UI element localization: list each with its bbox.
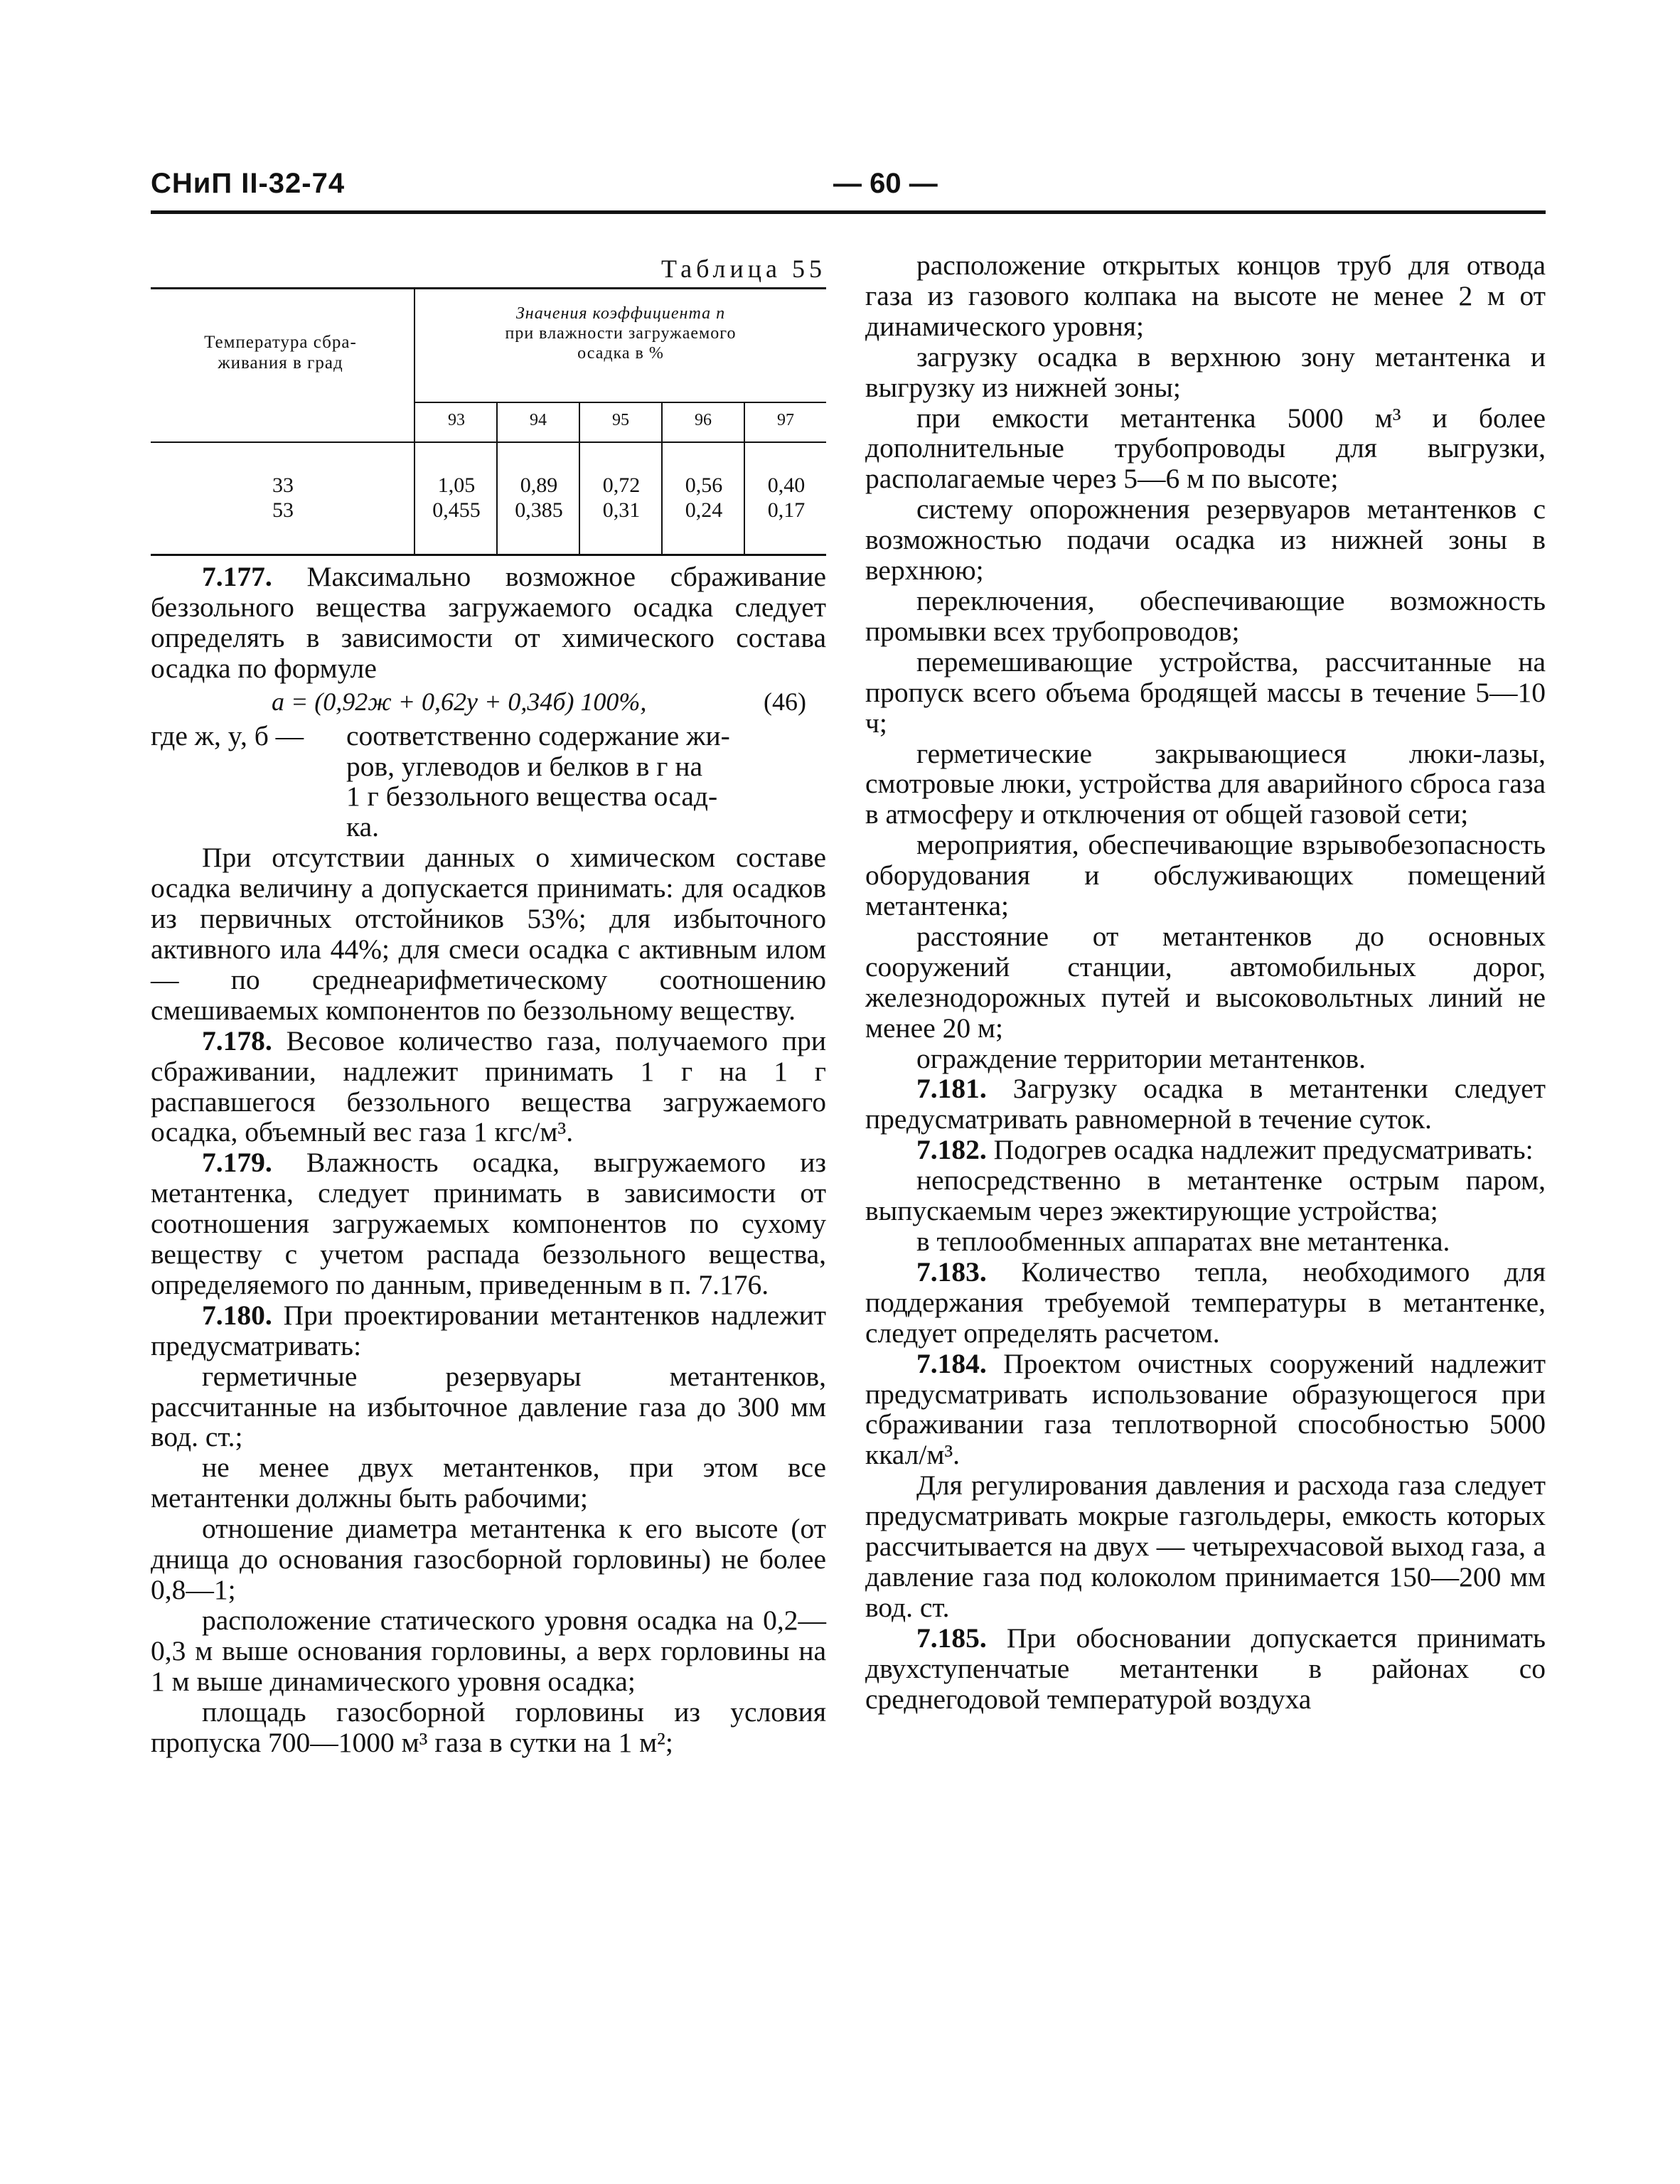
formula-number: (46)	[764, 687, 806, 716]
list-item: расположение статического уровня осадка на 0,2—0,3 м выше основания горловины, а верх горловины на 1 м выше динамического уровня осадка;	[151, 1604, 826, 1697]
list-item: непосредственно в метантенке острым паром, выпускаемым через эжектирующие устройства;	[865, 1165, 1546, 1227]
table-cell: 33	[272, 473, 294, 497]
clause-text: При проектировании метантенков надлежит предусматривать:	[151, 1299, 826, 1361]
paragraph-gas-holders: Для регулирования давления и расхода газа следует предусматривать мокрые газгольдеры, емкость которых рассчитывается на двух — четырехчасовой выход газа, а давление газа под колоколом принимается 150—200 мм вод. ст.	[865, 1470, 1546, 1623]
header-line: Значения коэффициента n	[515, 304, 726, 323]
paragraph-7-180	[151, 1300, 826, 1361]
header-line: при влажности загружаемого	[505, 324, 737, 343]
list-item: при емкости метантенка 5000 м³ и более дополнительные трубопроводы для выгрузки, располагаемые через 5—6 м по высоте;	[865, 402, 1546, 495]
list-item: мероприятия, обеспечивающие взрывобезопасность оборудования и обслуживающих помещений метантенка;	[865, 829, 1546, 922]
list-item: ограждение территории метантенков.	[916, 1042, 1366, 1074]
table-cell: 0,72	[602, 473, 641, 497]
moisture-header: 95	[612, 411, 629, 429]
table-value-column	[580, 473, 663, 523]
table-cell: 0,40	[767, 473, 806, 497]
moisture-header: 97	[777, 411, 794, 429]
header-rule	[151, 210, 1546, 214]
document-code: СНиП II-32-74	[151, 168, 346, 199]
legend-line: ров, углеводов и белков в г на	[346, 750, 703, 782]
clause-number: 7.181.	[916, 1073, 987, 1105]
clause-text: Максимально возможное сбраживание беззольного вещества загружаемого осадка следует определять в зависимости от химического состава осадка по формуле	[151, 561, 826, 684]
list-item: отношение диаметра метантенка к его высоте (от днища до основания газосборной горловины) не более 0,8—1;	[151, 1513, 826, 1605]
list-item: не менее двух метантенков, при этом все метантенки должны быть рабочими;	[151, 1452, 826, 1514]
list-item: загрузку осадка в верхнюю зону метантенка и выгрузку из нижней зоны;	[865, 341, 1546, 403]
table-value-column	[663, 473, 745, 523]
list-item: перемешивающие устройства, рассчитанные на пропуск всего объема бродящей массы в течение 5—10 ч;	[865, 646, 1546, 739]
page-header	[151, 168, 1544, 216]
legend-lead: где ж, y, б —	[151, 719, 304, 751]
moisture-header: 96	[695, 411, 712, 429]
table-rule	[414, 402, 826, 403]
paragraph-7-178	[151, 1026, 826, 1148]
table-caption: Таблица 55	[661, 255, 826, 283]
list-item: систему опорожнения резервуаров метантенков с возможностью подачи осадка из нижней зоны в верхнюю;	[865, 493, 1546, 587]
temperature-column-header	[151, 332, 410, 373]
paragraph-7-182	[865, 1135, 1546, 1165]
clause-number: 7.177.	[202, 561, 272, 592]
moisture-header: 94	[530, 411, 547, 429]
formula-46	[151, 685, 826, 718]
header-line: живания в град	[218, 353, 343, 373]
clause-number: 7.182.	[916, 1134, 987, 1166]
data-table	[151, 287, 826, 556]
table-cell: 0,56	[685, 473, 723, 497]
legend-line: 1 г беззольного вещества осад-	[346, 781, 718, 813]
table-value-column	[498, 473, 580, 523]
table-value-column	[415, 473, 498, 523]
formula-legend	[151, 721, 826, 843]
paragraph-7-185	[865, 1623, 1546, 1715]
table-value-column	[745, 473, 828, 523]
clause-text: При обосновании допускается принимать двухступенчатые метантенки в районах со среднегодовой температурой воздуха	[865, 1622, 1546, 1715]
paragraph-7-181	[865, 1074, 1546, 1135]
list-item: площадь газосборной горловины из условия пропуска 700—1000 м³ газа в сутки на 1 м²;	[151, 1696, 826, 1758]
legend-line: ка.	[346, 811, 379, 843]
clause-number: 7.185.	[916, 1622, 987, 1654]
clause-number: 7.178.	[202, 1024, 272, 1056]
table-cell: 0,385	[515, 498, 563, 522]
formula-expression: a = (0,92ж + 0,62y + 0,34б) 100%,	[272, 687, 647, 716]
list-item: расположение открытых концов труб для отвода газа из газового колпака на высоте не менее 2 м от динамического уровня;	[865, 250, 1546, 342]
table-rule	[151, 441, 826, 443]
table-cell: 53	[272, 498, 294, 522]
paragraph-7-183	[865, 1257, 1546, 1349]
clause-number: 7.179.	[202, 1147, 272, 1179]
list-item: расстояние от метантенков до основных сооружений станции, автомобильных дорог, железнодорожных путей и высоковольтных линий не менее 20 м;	[865, 920, 1546, 1044]
moisture-header: 93	[448, 411, 465, 429]
clause-text: Подогрев осадка надлежит предусматривать:	[993, 1134, 1534, 1166]
legend-line: соответственно содержание жи-	[346, 719, 730, 751]
list-item: герметичные резервуары метантенков, рассчитанные на избыточное давление газа до 300 мм вод. ст.;	[151, 1360, 826, 1453]
page-number: — 60 —	[833, 168, 938, 199]
clause-text: Загрузку осадка в метантенки следует предусматривать равномерной в течение суток.	[865, 1073, 1546, 1135]
table-cell: 0,31	[602, 498, 641, 522]
clause-number: 7.184.	[916, 1347, 987, 1379]
clause-text: Проектом очистных сооружений надлежит предусматривать использование образующегося при сбраживании газа теплотворной способностью 5000 ккал/м³.	[865, 1347, 1546, 1471]
clause-number: 7.180.	[202, 1299, 272, 1331]
right-column	[865, 250, 1546, 1715]
table-cell: 0,455	[432, 498, 481, 522]
clause-text: Влажность осадка, выгружаемого из метантенка, следует принимать в зависимости от соотношения загружаемых компонентов по сухому веществу с учетом распада беззольного вещества, определяемого по данным, приведенным в п. 7.176.	[151, 1147, 827, 1300]
temperature-values	[151, 473, 415, 523]
header-line: Температура сбра-	[204, 333, 357, 352]
list-item: герметические закрывающиеся люки-лазы, смотровые люки, устройства для аварийного сброса газа в атмосферу и отключения от общей газовой сети;	[865, 737, 1546, 830]
coefficient-column-header	[415, 304, 826, 363]
clause-text: Весовое количество газа, получаемого при сбраживании, надлежит принимать 1 г на 1 г распавшегося беззольного вещества загружаемого осадка, объемный вес газа 1 кгс/м³.	[151, 1024, 826, 1148]
clause-text: Количество тепла, необходимого для поддержания требуемой температуры в метантенке, следует определять расчетом.	[865, 1256, 1546, 1349]
paragraph-7-184	[865, 1349, 1546, 1471]
table-cell: 0,89	[520, 473, 558, 497]
header-line: осадка в %	[577, 344, 664, 363]
paragraph-absent-data: При отсутствии данных о химическом составе осадка величину a допускается принимать: для осадков из первичных отстойников 53%; для избыточного активного ила 44%; для смеси осадка с активным илом — по среднеарифметическому соотношению смешиваемых компонентов по беззольному веществу.	[151, 842, 826, 1026]
table-cell: 1,05	[437, 473, 476, 497]
paragraph-7-179	[151, 1147, 826, 1300]
table-cell: 0,24	[685, 498, 723, 522]
list-item: в теплообменных аппаратах вне метантенка.	[916, 1226, 1450, 1257]
clause-number: 7.183.	[916, 1256, 987, 1288]
table-cell: 0,17	[767, 498, 806, 522]
paragraph-7-177	[151, 562, 826, 684]
legend-text	[346, 721, 826, 843]
left-column	[151, 253, 826, 1757]
list-item: переключения, обеспечивающие возможность промывки всех трубопроводов;	[865, 584, 1546, 647]
